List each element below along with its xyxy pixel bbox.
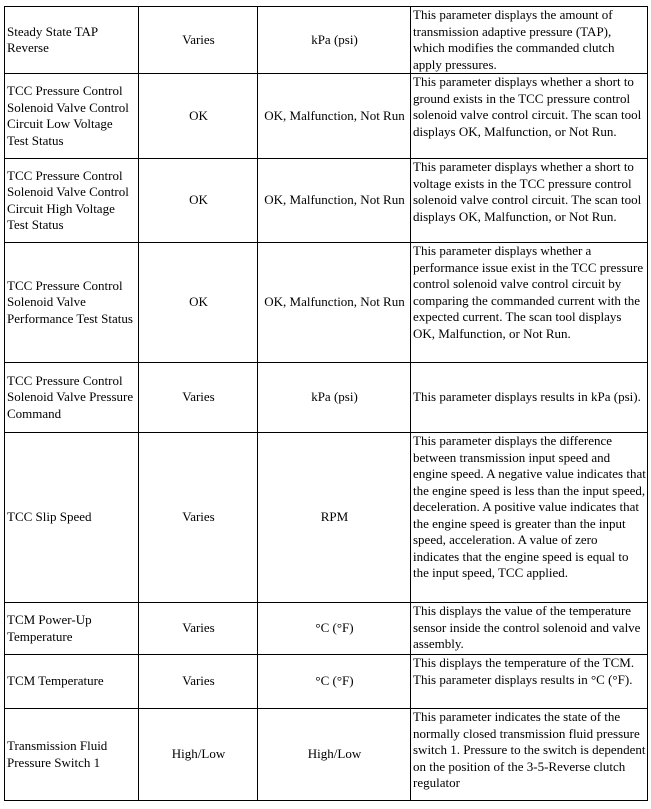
parameter-description: This parameter displays results in kPa (psi). — [411, 363, 648, 433]
parameter-name: TCC Pressure Control Solenoid Valve Control Circuit Low Voltage Test Status — [5, 74, 139, 159]
parameter-description: This parameter displays whether a short to ground exists in the TCC pressure control solenoid valve control circuit. The scan tool displays OK, Malfunction, or Not Run. — [411, 74, 648, 159]
typical-value: OK — [139, 159, 258, 243]
table-row — [5, 7, 648, 74]
typical-value: Varies — [139, 433, 258, 603]
parameter-description: This parameter displays the difference between transmission input speed and engine speed. A negative value indicates that the engine speed is less than the input speed, deceleration. A positive value indicates that the engine speed is greater than the input speed, acceleration. A value of zero indicates that the engine speed is equal to the input speed, TCC applied. — [411, 433, 648, 603]
table-row — [5, 243, 648, 363]
typical-value: Varies — [139, 363, 258, 433]
parameter-name: TCC Pressure Control Solenoid Valve Pressure Command — [5, 363, 139, 433]
parameter-name: TCC Slip Speed — [5, 433, 139, 603]
units-displayed: OK, Malfunction, Not Run — [258, 243, 411, 363]
table-row — [5, 655, 648, 709]
units-displayed: High/Low — [258, 709, 411, 801]
parameter-name: TCC Pressure Control Solenoid Valve Control Circuit High Voltage Test Status — [5, 159, 139, 243]
scan-tool-parameter-table — [4, 6, 648, 801]
table-row — [5, 603, 648, 655]
parameter-description: This parameter displays the amount of transmission adaptive pressure (TAP), which modifies the commanded clutch apply pressures. — [411, 7, 648, 74]
units-displayed: OK, Malfunction, Not Run — [258, 159, 411, 243]
table-row — [5, 709, 648, 801]
units-displayed: °C (°F) — [258, 655, 411, 709]
typical-value: High/Low — [139, 709, 258, 801]
parameter-description: This displays the value of the temperature sensor inside the control solenoid and valve assembly. — [411, 603, 648, 655]
table-row — [5, 159, 648, 243]
units-displayed: RPM — [258, 433, 411, 603]
parameter-name: Steady State TAP Reverse — [5, 7, 139, 74]
table-row — [5, 74, 648, 159]
typical-value: OK — [139, 243, 258, 363]
parameter-name: TCC Pressure Control Solenoid Valve Performance Test Status — [5, 243, 139, 363]
parameter-name: TCM Temperature — [5, 655, 139, 709]
units-displayed: OK, Malfunction, Not Run — [258, 74, 411, 159]
parameter-description: This parameter indicates the state of the normally closed transmission fluid pressure switch 1. Pressure to the switch is dependent on the position of the 3-5-Reverse clutch regulator — [411, 709, 648, 801]
parameter-description: This displays the temperature of the TCM. This parameter displays results in °C (°F). — [411, 655, 648, 709]
parameter-name: Transmission Fluid Pressure Switch 1 — [5, 709, 139, 801]
units-displayed: °C (°F) — [258, 603, 411, 655]
typical-value: Varies — [139, 655, 258, 709]
parameter-description: This parameter displays whether a short to voltage exists in the TCC pressure control solenoid valve control circuit. The scan tool displays OK, Malfunction, or Not Run. — [411, 159, 648, 243]
typical-value: Varies — [139, 603, 258, 655]
units-displayed: kPa (psi) — [258, 363, 411, 433]
table-row — [5, 433, 648, 603]
parameter-description: This parameter displays whether a performance issue exist in the TCC pressure control solenoid valve control circuit by comparing the commanded current with the expected current. The scan tool displays OK, Malfunction, or Not Run. — [411, 243, 648, 363]
units-displayed: kPa (psi) — [258, 7, 411, 74]
typical-value: OK — [139, 74, 258, 159]
parameter-name: TCM Power-Up Temperature — [5, 603, 139, 655]
typical-value: Varies — [139, 7, 258, 74]
table-row — [5, 363, 648, 433]
